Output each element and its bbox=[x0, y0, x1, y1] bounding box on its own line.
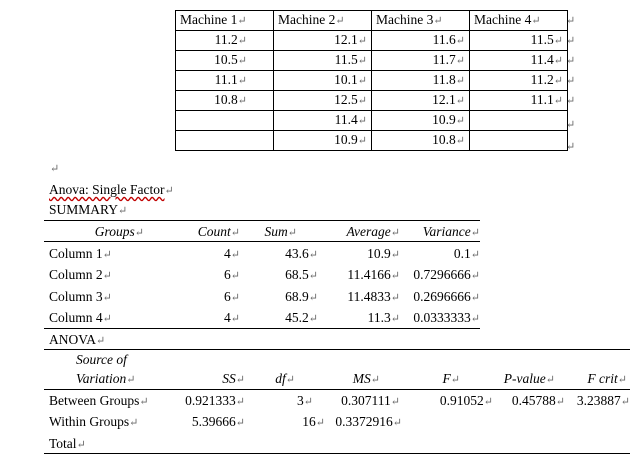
anova-header-f: F↵ bbox=[442, 371, 460, 386]
table-cell bbox=[470, 131, 568, 151]
table-row bbox=[176, 91, 568, 111]
anova-df: 3↵ bbox=[297, 393, 313, 408]
table-cell: 11.7↵ bbox=[372, 51, 470, 71]
summary-average: 11.4166↵ bbox=[347, 267, 400, 282]
summary-variance: 0.0333333↵ bbox=[413, 310, 480, 325]
anova-header-fcrit: F crit↵ bbox=[587, 371, 627, 386]
anova-header-pvalue: P-value↵ bbox=[503, 371, 555, 386]
summary-count: 4↵ bbox=[224, 246, 240, 261]
table-cell: 11.2↵ bbox=[470, 71, 568, 91]
paragraph-mark: ↵ bbox=[50, 163, 60, 175]
anova-label: ANOVA↵ bbox=[49, 332, 106, 347]
anova-header-ms: MS↵ bbox=[352, 371, 380, 386]
summary-header-count: Count↵ bbox=[197, 224, 240, 239]
summary-sum: 68.5↵ bbox=[285, 267, 318, 282]
table-cell: 11.1↵ bbox=[176, 71, 274, 91]
summary-group: Column 1↵ bbox=[49, 246, 112, 261]
anova-ss: 5.39666↵ bbox=[191, 414, 245, 429]
table-cell: 10.5↵ bbox=[176, 51, 274, 71]
anova-title: Anova: Single Factor↵ bbox=[49, 182, 174, 197]
anova-header-rule bbox=[44, 389, 630, 390]
table-cell: 11.5↵ bbox=[274, 51, 372, 71]
anova-source: Within Groups↵ bbox=[49, 414, 139, 429]
table-cell: 11.4↵ bbox=[274, 111, 372, 131]
row-end-mark: ↵ bbox=[566, 95, 576, 107]
table-cell: 12.5↵ bbox=[274, 91, 372, 111]
summary-group: Column 4↵ bbox=[49, 310, 112, 325]
anova-ms: 0.307111↵ bbox=[341, 393, 400, 408]
summary-group: Column 3↵ bbox=[49, 289, 112, 304]
table-row bbox=[176, 31, 568, 51]
row-end-mark: ↵ bbox=[566, 15, 576, 27]
summary-header-sum: Sum↵ bbox=[264, 224, 297, 239]
summary-average: 11.3↵ bbox=[367, 310, 400, 325]
summary-sum: 43.6↵ bbox=[285, 246, 318, 261]
summary-group: Column 2↵ bbox=[49, 267, 112, 282]
summary-header-variance: Variance↵ bbox=[422, 224, 480, 239]
summary-variance: 0.2696666↵ bbox=[413, 289, 480, 304]
table-row bbox=[176, 51, 568, 71]
table-header-row bbox=[176, 11, 568, 31]
anova-header-ss: SS↵ bbox=[222, 371, 245, 386]
anova-source: Total↵ bbox=[49, 436, 86, 451]
table-cell: 10.9↵ bbox=[274, 131, 372, 151]
anova-df: 16↵ bbox=[302, 414, 325, 429]
row-end-mark: ↵ bbox=[566, 55, 576, 67]
row-end-mark: ↵ bbox=[566, 141, 576, 153]
summary-label: SUMMARY↵ bbox=[49, 202, 128, 217]
anova-ms: 0.3372916↵ bbox=[335, 414, 402, 429]
table-cell: 11.5↵ bbox=[470, 31, 568, 51]
summary-count: 6↵ bbox=[224, 267, 240, 282]
summary-top-rule bbox=[44, 220, 480, 221]
table-cell bbox=[176, 111, 274, 131]
table-cell: 12.1↵ bbox=[274, 31, 372, 51]
summary-header-rule bbox=[44, 241, 480, 242]
summary-average: 11.4833↵ bbox=[347, 289, 400, 304]
summary-bottom-rule bbox=[44, 328, 480, 329]
anova-header-source: Source of bbox=[76, 352, 127, 367]
table-cell: 11.1↵ bbox=[470, 91, 568, 111]
header-cell: Machine 2↵ bbox=[274, 11, 372, 31]
anova-pvalue: 0.45788↵ bbox=[511, 393, 565, 408]
table-cell: 11.2↵ bbox=[176, 31, 274, 51]
summary-average: 10.9↵ bbox=[367, 246, 400, 261]
anova-fcrit: 3.23887↵ bbox=[576, 393, 630, 408]
row-end-mark: ↵ bbox=[566, 35, 576, 47]
table-cell bbox=[176, 131, 274, 151]
header-cell: Machine 4↵ bbox=[470, 11, 568, 31]
summary-variance: 0.1↵ bbox=[453, 246, 480, 261]
summary-count: 4↵ bbox=[224, 310, 240, 325]
table-cell: 10.8↵ bbox=[176, 91, 274, 111]
header-cell: Machine 1↵ bbox=[176, 11, 274, 31]
anova-bottom-rule bbox=[44, 453, 630, 454]
table-row bbox=[176, 111, 568, 131]
summary-count: 6↵ bbox=[224, 289, 240, 304]
row-end-mark: ↵ bbox=[566, 75, 576, 87]
anova-f: 0.91052↵ bbox=[439, 393, 493, 408]
table-row bbox=[176, 131, 568, 151]
anova-top-rule bbox=[44, 349, 630, 350]
machine-data-table bbox=[175, 10, 568, 151]
table-cell: 11.8↵ bbox=[372, 71, 470, 91]
header-cell: Machine 3↵ bbox=[372, 11, 470, 31]
anova-header-df: df↵ bbox=[275, 371, 295, 386]
summary-header-groups: Groups↵ bbox=[94, 224, 144, 239]
table-cell: 12.1↵ bbox=[372, 91, 470, 111]
table-cell: 10.9↵ bbox=[372, 111, 470, 131]
summary-variance: 0.7296666↵ bbox=[413, 267, 480, 282]
anova-header-variation: Variation↵ bbox=[76, 371, 136, 386]
table-cell: 10.8↵ bbox=[372, 131, 470, 151]
table-cell bbox=[470, 111, 568, 131]
summary-header-average: Average↵ bbox=[346, 224, 400, 239]
summary-sum: 45.2↵ bbox=[285, 310, 318, 325]
row-end-mark: ↵ bbox=[566, 119, 576, 131]
table-cell: 11.4↵ bbox=[470, 51, 568, 71]
table-row bbox=[176, 71, 568, 91]
anova-source: Between Groups↵ bbox=[49, 393, 149, 408]
table-cell: 11.6↵ bbox=[372, 31, 470, 51]
table-cell: 10.1↵ bbox=[274, 71, 372, 91]
summary-sum: 68.9↵ bbox=[285, 289, 318, 304]
anova-ss: 0.921333↵ bbox=[185, 393, 245, 408]
